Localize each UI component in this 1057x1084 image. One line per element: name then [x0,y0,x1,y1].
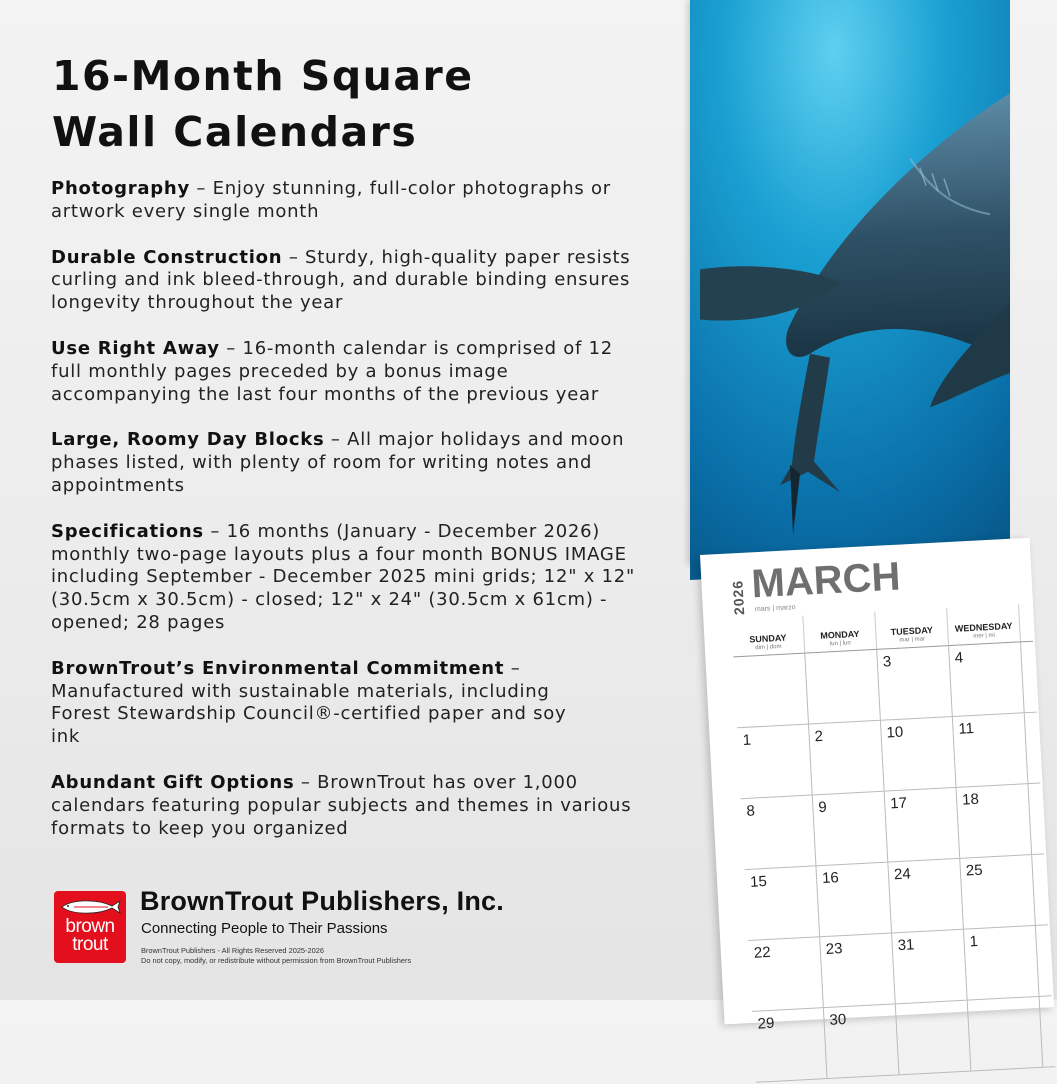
calendar-day-cell: 23 [820,933,896,1007]
calendar-year: 2026 [729,579,748,616]
feature-specifications [51,521,671,635]
feature-heading: Use Right Away [51,337,220,359]
calendar-week-row [752,996,1055,1083]
publisher-tagline: Connecting People to Their Passions [141,920,388,937]
calendar-day-cell [805,650,881,724]
calendar-day-cell: 18 [957,784,1033,858]
trout-fish-icon [58,897,122,917]
calendar-day-cell: 1 [964,926,1040,1000]
weekday-label: SUNDAY [749,632,787,645]
feature-photography [51,178,691,224]
calendar-day-cell: 30 [824,1004,900,1078]
calendar-day-cell: 22 [748,937,824,1011]
feature-text: – 16 months (January - December 2026) monthly two-page layouts plus a four month BONUS IMAGE including September - December 2025 mini grids; 12" x 12" (30.5cm x 30.5cm) - closed; 12" x 24" (30.5cm x 61cm) - opened; 28 pages [51,520,636,633]
feature-text: – Manufactured with sustainable materials, including Forest Stewardship Council®-certified paper and soy ink [51,657,567,748]
calendar-day-cell: 1 [737,725,813,799]
legal-line-1: BrownTrout Publishers - All Rights Reserved 2025-2026 [141,946,324,955]
weekday-wednesday [947,604,1021,645]
weekday-alt: mer | mi [973,632,996,640]
calendar-day-cell: 11 [953,713,1029,787]
page-title [52,48,672,160]
calendar-day-cell [733,654,809,728]
calendar-day-cell: 16 [816,863,892,937]
legal-notice [141,946,411,966]
calendar-grid [731,604,1055,1083]
calendar-day-cell: 31 [892,930,968,1004]
calendar-day-cell: 10 [881,717,957,791]
feature-use-right-away [51,338,621,406]
calendar-day-cell: 9 [813,792,889,866]
calendar-month-alt: mars | marzo [754,604,796,614]
feature-durable [51,247,691,315]
calendar-day-cell: 15 [745,866,821,940]
shark-image [690,0,1010,580]
calendar-day-cell: 25 [960,855,1036,929]
calendar-day-cell: 17 [885,788,961,862]
feature-environmental [51,658,581,749]
title-line-1: 16-Month Square [52,52,474,100]
feature-text: – Enjoy stunning, full-color photographs or artwork every single month [51,178,611,222]
calendar-day-cell [968,997,1044,1071]
weekday-sunday [731,616,805,657]
logo-word-trout: trout [72,934,108,955]
feature-heading: Specifications [51,520,204,542]
weekday-alt: dim | dom [755,643,782,652]
feature-text: – All major holidays and moon phases listed, with plenty of room for writing notes and appointments [51,429,625,496]
calendar-day-cell: 24 [888,859,964,933]
weekday-alt: mar | mar [899,636,926,644]
calendar-day-cell [896,1001,972,1075]
weekday-label: TUESDAY [890,624,934,638]
calendar-day-cell: 29 [752,1008,828,1082]
feature-text: – Sturdy, high-quality paper resists curling and ink bleed-through, and durable binding ensures longevity throughout the year [51,246,631,314]
calendar-day-cell: 3 [877,646,953,720]
feature-heading: Durable Construction [51,246,283,268]
calendar-day-cell: 8 [741,795,817,869]
feature-text: – 16-month calendar is comprised of 12 full monthly pages preceded by a bonus image accompanying the last four months of the previous year [51,337,613,405]
publisher-name: BrownTrout Publishers, Inc. [140,886,504,916]
weekday-alt: lun | lun [829,640,851,648]
feature-heading: Photography [51,178,190,199]
feature-day-blocks [51,429,631,497]
feature-text: – BrownTrout has over 1,000 calendars featuring popular subjects and themes in various formats to keep you organized [51,771,632,839]
calendar-day-cell: 4 [949,642,1025,716]
feature-gift-options [51,772,641,840]
calendar-day-cell: 2 [809,721,885,795]
feature-heading: Large, Roomy Day Blocks [51,429,325,451]
calendar-page [700,538,1054,1033]
title-line-2: Wall Calendars [52,108,418,156]
calendar-rows [733,642,1055,1083]
feature-heading: Abundant Gift Options [51,771,295,793]
shark-photo [690,0,1010,565]
calendar-month: MARCH [750,554,902,607]
weekday-label: WEDNESDAY [954,620,1013,634]
legal-line-2: Do not copy, modify, or redistribute without permission from BrownTrout Publishers [141,956,412,965]
weekday-tuesday [875,608,949,649]
browntrout-logo [54,891,126,963]
logo-word-brown: brown [65,916,115,937]
feature-list [51,178,691,863]
feature-heading: BrownTrout’s Environmental Commitment [51,657,505,679]
weekday-monday [803,612,877,653]
weekday-label: MONDAY [820,628,860,641]
